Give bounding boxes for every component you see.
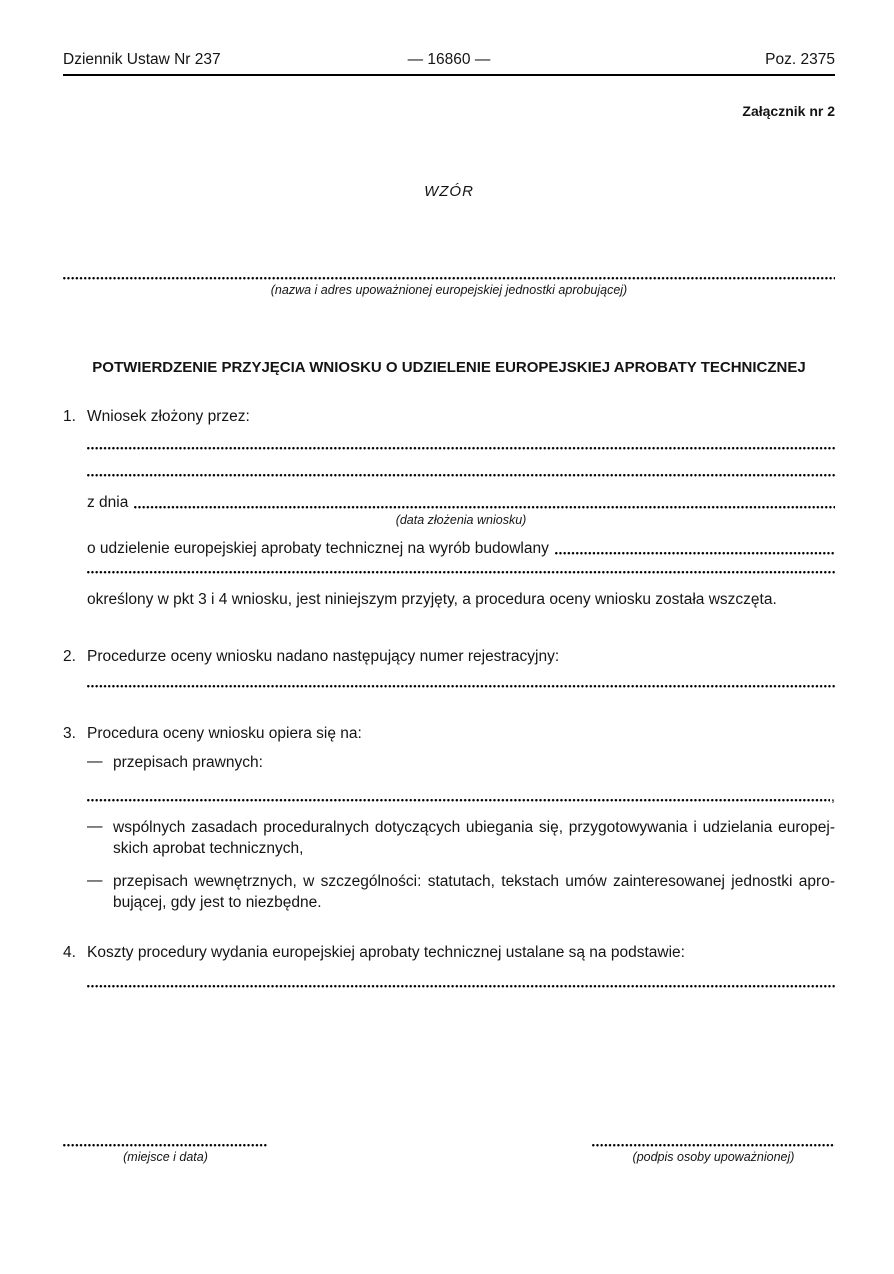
item-4 [63, 943, 835, 962]
registry-number-fill-line [87, 684, 835, 688]
item-4-label: Koszty procedury wydania europejskiej aprobaty technicznej ustalane są na podstawie: [87, 944, 685, 961]
signature-area [63, 1143, 835, 1165]
legal-basis-fill-line [87, 798, 830, 802]
legal-basis-suffix: , [830, 788, 835, 805]
item-3-bullet-3-text: przepisach wewnętrznych, w szczególności: statutach, tekstach umów zainteresowanej jednostki aprobującej, gdy jest to niezbędne. [113, 873, 835, 911]
item-1-number: 1. [63, 408, 76, 425]
item-3-label: Procedura oceny wniosku opiera się na: [87, 725, 362, 742]
subject-prefix: o udzielenie europejskiej aprobaty technicznej na wyrób budowlany [87, 540, 549, 557]
issuer-fill-line [63, 276, 835, 280]
authorized-signature-block [592, 1143, 835, 1165]
item-3-bullet-1-text: przepisach prawnych: [113, 754, 263, 771]
position-number: Poz. 2375 [765, 51, 835, 68]
subject-row [87, 539, 835, 558]
item-3-bullet-3 [87, 871, 835, 913]
page-number: — 16860 — [407, 51, 491, 68]
header-rule [63, 74, 835, 76]
date-fill-line [134, 505, 835, 509]
item-2 [63, 647, 835, 666]
item-3 [63, 724, 835, 743]
date-prefix: z dnia [87, 494, 129, 511]
applicant-fill-line-1 [87, 446, 835, 450]
authorized-signature-caption: (podpis osoby upoważnionej) [632, 1150, 795, 1164]
item-1-label: Wniosek złożony przez: [87, 408, 250, 425]
place-date-caption: (miejsce i data) [123, 1150, 208, 1164]
item-2-label: Procedurze oceny wniosku nadano następujący numer rejestracyjny: [87, 648, 560, 665]
subject-fill-line-2 [87, 570, 835, 574]
item-4-number: 4. [63, 944, 76, 961]
item-3-bullet-2 [87, 817, 835, 859]
place-date-signature-block [63, 1143, 268, 1165]
journal-title: Dziennik Ustaw Nr 237 [63, 51, 221, 68]
dash-marker: — [87, 818, 103, 835]
issuer-caption: (nazwa i adres upoważnionej europejskiej jednostki aprobującej) [270, 283, 628, 297]
date-row [87, 493, 835, 512]
template-label: WZÓR [424, 183, 474, 200]
date-caption: (data złożenia wniosku) [395, 513, 527, 527]
authorized-signature-fill-line [592, 1143, 835, 1147]
attachment-label: Załącznik nr 2 [742, 103, 835, 119]
dash-marker: — [87, 753, 103, 770]
dash-marker: — [87, 872, 103, 889]
item-2-number: 2. [63, 648, 76, 665]
item-3-bullet-2-text: wspólnych zasadach proceduralnych dotyczących ubiegania się, przygotowywania i udzielania europejskich aprobat technicznych, [113, 819, 835, 857]
issuer-block [63, 276, 835, 298]
item-3-number: 3. [63, 725, 76, 742]
applicant-fill-line-2 [87, 473, 835, 477]
item-1 [63, 407, 835, 426]
document-title: POTWIERDZENIE PRZYJĘCIA WNIOSKU O UDZIELENIE EUROPEJSKIEJ APROBATY TECHNICZNEJ [92, 359, 806, 376]
item-3-bullet-1 [87, 752, 835, 773]
legal-basis-fill-row [87, 788, 835, 805]
subject-fill-line-1 [555, 551, 835, 555]
item-1-closing: określony w pkt 3 i 4 wniosku, jest niniejszym przyjęty, a procedura oceny wniosku została wszczęta. [87, 591, 777, 608]
costs-fill-line [87, 984, 835, 988]
page-header [63, 0, 835, 69]
place-date-fill-line [63, 1143, 268, 1147]
